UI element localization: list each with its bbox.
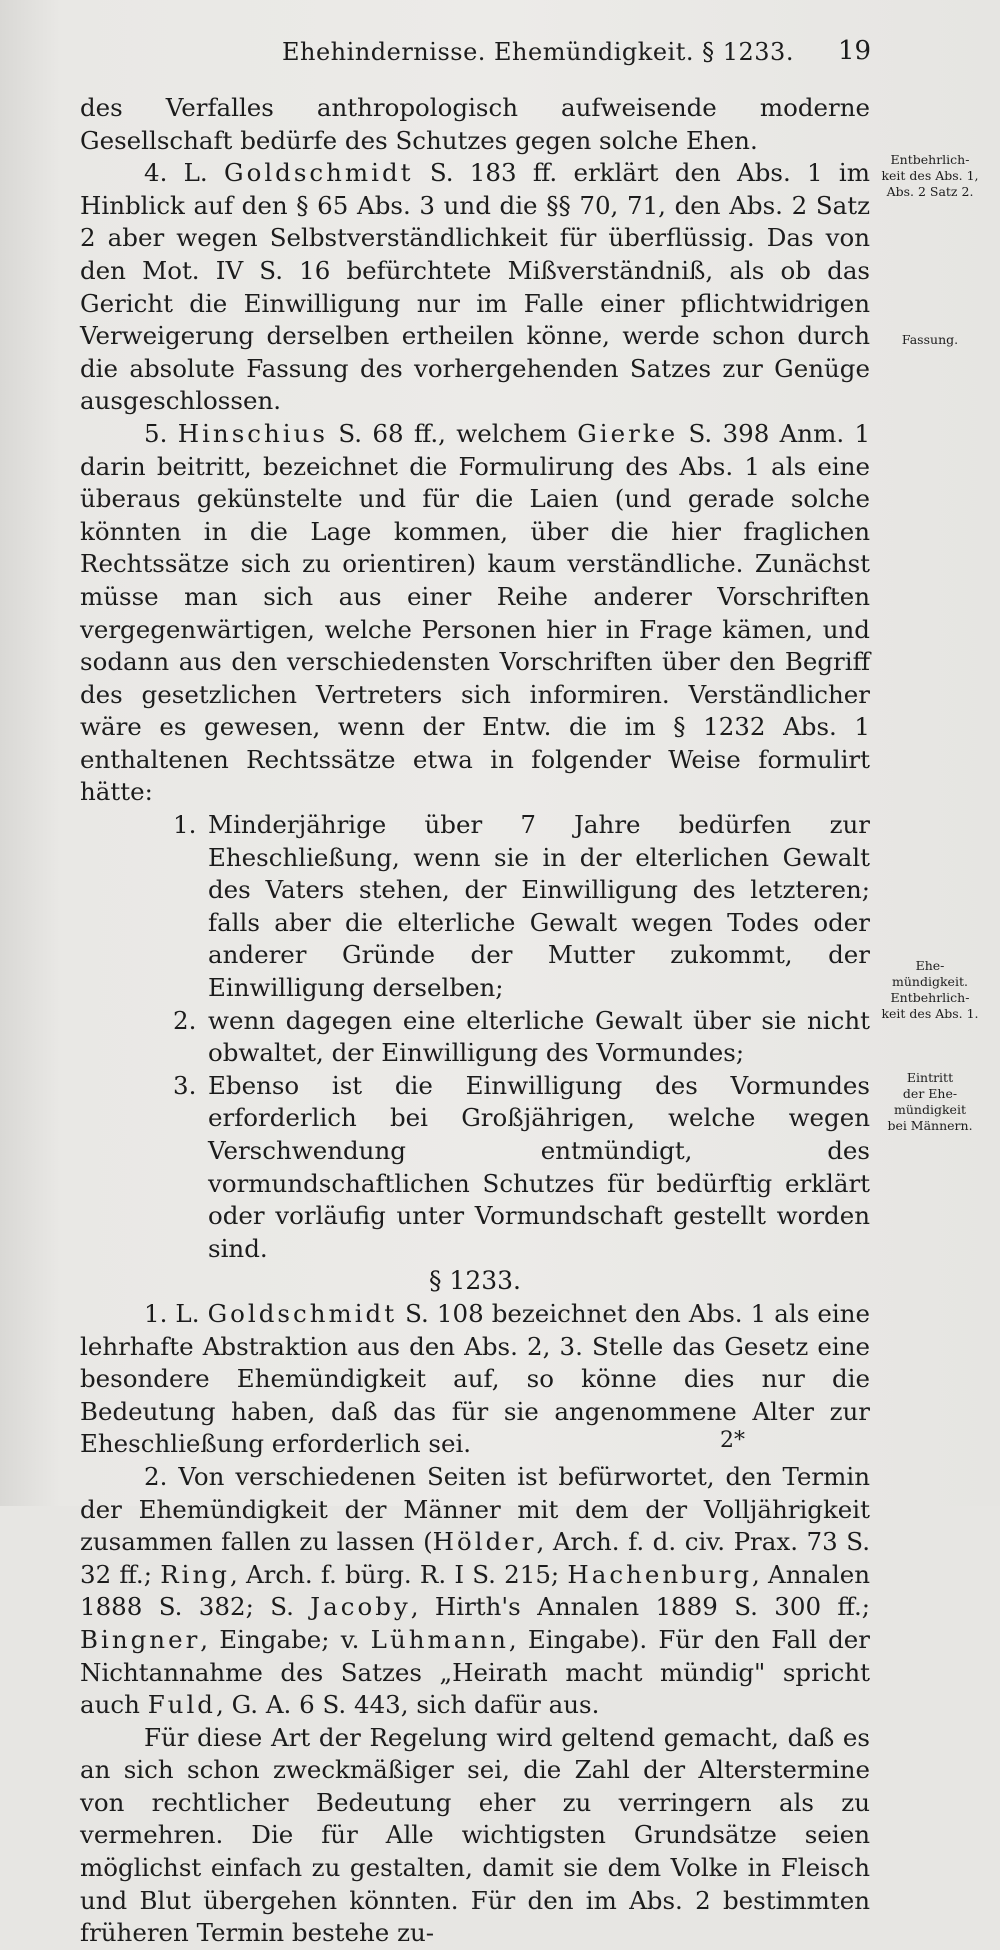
author-name: Bingner <box>80 1624 201 1654</box>
paragraph: des Verfalles anthropologisch aufweisende moderne Gesellschaft bedürfe des Schutzes gegen solche Ehen. <box>80 93 870 155</box>
paragraph: 4. L. Goldschmidt S. 183 ff. erklärt den Abs. 1 im Hinblick auf den § 65 Abs. 3 und die §§ 70, 71, den Abs. 2 Satz 2 aber wegen Selbstverständlichkeit für überflüssig. Das von den Mot. IV S. 16 befürchtete Mißverständniß, als ob das Gericht die Einwilligung nur im Falle einer pflichtwidrigen Verweigerung derselben ertheilen könne, werde schon durch die absolute Fassung des vorhergehenden Satzes zur Genüge ausgeschlossen. <box>80 158 870 416</box>
author-name: Fuld <box>147 1690 216 1720</box>
paragraph: 1. L. Goldschmidt S. 108 bezeichnet den Abs. 1 als eine lehrhafte Abstraktion aus den Abs. 2, 3. Stelle das Gesetz eine besondere Ehemündigkeit auf, so könne dies nur die Bedeutung haben, daß das für sie angenommene Alter zur Eheschließung erforderlich sei. <box>80 1298 870 1459</box>
list-item: 1. Minderjährige über 7 Jahre bedürfen zur Eheschließung, wenn sie in der elterlichen Gewalt des Vaters stehen, der Einwilligung des letzteren; falls aber die elterliche Gewalt wegen Todes oder anderer Gründe der Mutter zukommt, der Einwilligung derselben; <box>173 810 870 1003</box>
main-text <box>80 92 870 1950</box>
paragraph: 2. Von verschiedenen Seiten ist befürwortet, den Termin der Ehemündigkeit der Männer mit dem der Volljährigkeit zusammen fallen zu lassen (Hölder, Arch. f. d. civ. Prax. 73 S. 32 ff.; Ring, Arch. f. bürg. R. I S. 215; Hachenburg, Annalen 1888 S. 382; S. Jacoby, Hirth's Annalen 1889 S. 300 ff.; Bingner, Eingabe; v. Lühmann, Eingabe). Für den Fall der Nichtannahme des Satzes „Heirath macht mündig" spricht auch Fuld, G. A. 6 S. 443, sich dafür aus. <box>80 1461 871 1720</box>
author-name: Lühmann <box>370 1624 509 1654</box>
section-heading: § 1233. <box>428 1266 522 1296</box>
author-name: Hachenburg <box>567 1559 752 1589</box>
author-name: Gierke <box>577 418 679 448</box>
signature-mark: 2* <box>720 1428 745 1453</box>
page-header <box>0 34 1000 74</box>
margin-note: Fassung. <box>901 332 959 347</box>
margin-note: Entbehrlich- keit des Abs. 1, Abs. 2 Satz 2. <box>881 152 979 199</box>
author-name: Goldschmidt <box>224 158 414 188</box>
author-name: Hinschius <box>177 418 328 448</box>
margin-notes <box>870 0 998 1506</box>
page-number: 19 <box>838 36 872 66</box>
paragraph: Für diese Art der Regelung wird geltend gemacht, daß es an sich schon zweckmäßiger sei, die Zahl der Alterstermine von rechtlicher Bedeutung eher zu verringern als zu vermehren. Die für Alle wichtigsten Grundsätze seien möglichst einfach zu gestalten, damit sie dem Volke in Fleisch und Blut übergehen könnten. Für den im Abs. 2 bestimmten früheren Termin bestehe zu- <box>80 1722 870 1948</box>
list-item: 2. wenn dagegen eine elterliche Gewalt über sie nicht obwaltet, der Einwilligung des Vormundes; <box>173 1005 870 1068</box>
author-name: Ring <box>160 1559 230 1589</box>
running-title: Ehehindernisse. Ehemündigkeit. § 1233. <box>282 38 794 66</box>
paragraph: 5. Hinschius S. 68 ff., welchem Gierke S. 398 Anm. 1 darin beitritt, bezeichnet die Formulirung des Abs. 1 als eine überaus gekünstelte und für die Laien (und gerade solche könnten in die Lage kommen, über die hier fraglichen Rechtssätze sich zu orientiren) kaum verständliche. Zunächst müsse man sich aus einer Reihe anderer Vorschriften vergegenwärtigen, welche Personen hier in Frage kämen, und sodann aus den verschiedensten Vorschriften über den Begriff des gesetzlichen Vertreters sich informiren. Verständlicher wäre es gewesen, wenn der Entw. die im § 1232 Abs. 1 enthaltenen Rechtssätze etwa in folgender Weise formulirt hätte: <box>80 418 871 807</box>
author-name: Hölder <box>432 1527 537 1557</box>
margin-note: Ehe- mündigkeit. Entbehrlich- keit des Abs. 1. <box>881 958 979 1021</box>
numbered-list <box>80 809 870 1265</box>
author-name: Jacoby <box>310 1592 411 1622</box>
margin-note: Eintritt der Ehe- mündigkeit bei Männern. <box>887 1070 973 1133</box>
list-item: 3. Ebenso ist die Einwilligung des Vormundes erforderlich bei Großjährigen, welche wegen Verschwendung entmündigt, des vormundschaftlichen Schutzes für bedürftig erklärt oder vorläufig unter Vormundschaft gestellt worden sind. <box>173 1070 870 1263</box>
author-name: Goldschmidt <box>207 1298 398 1328</box>
